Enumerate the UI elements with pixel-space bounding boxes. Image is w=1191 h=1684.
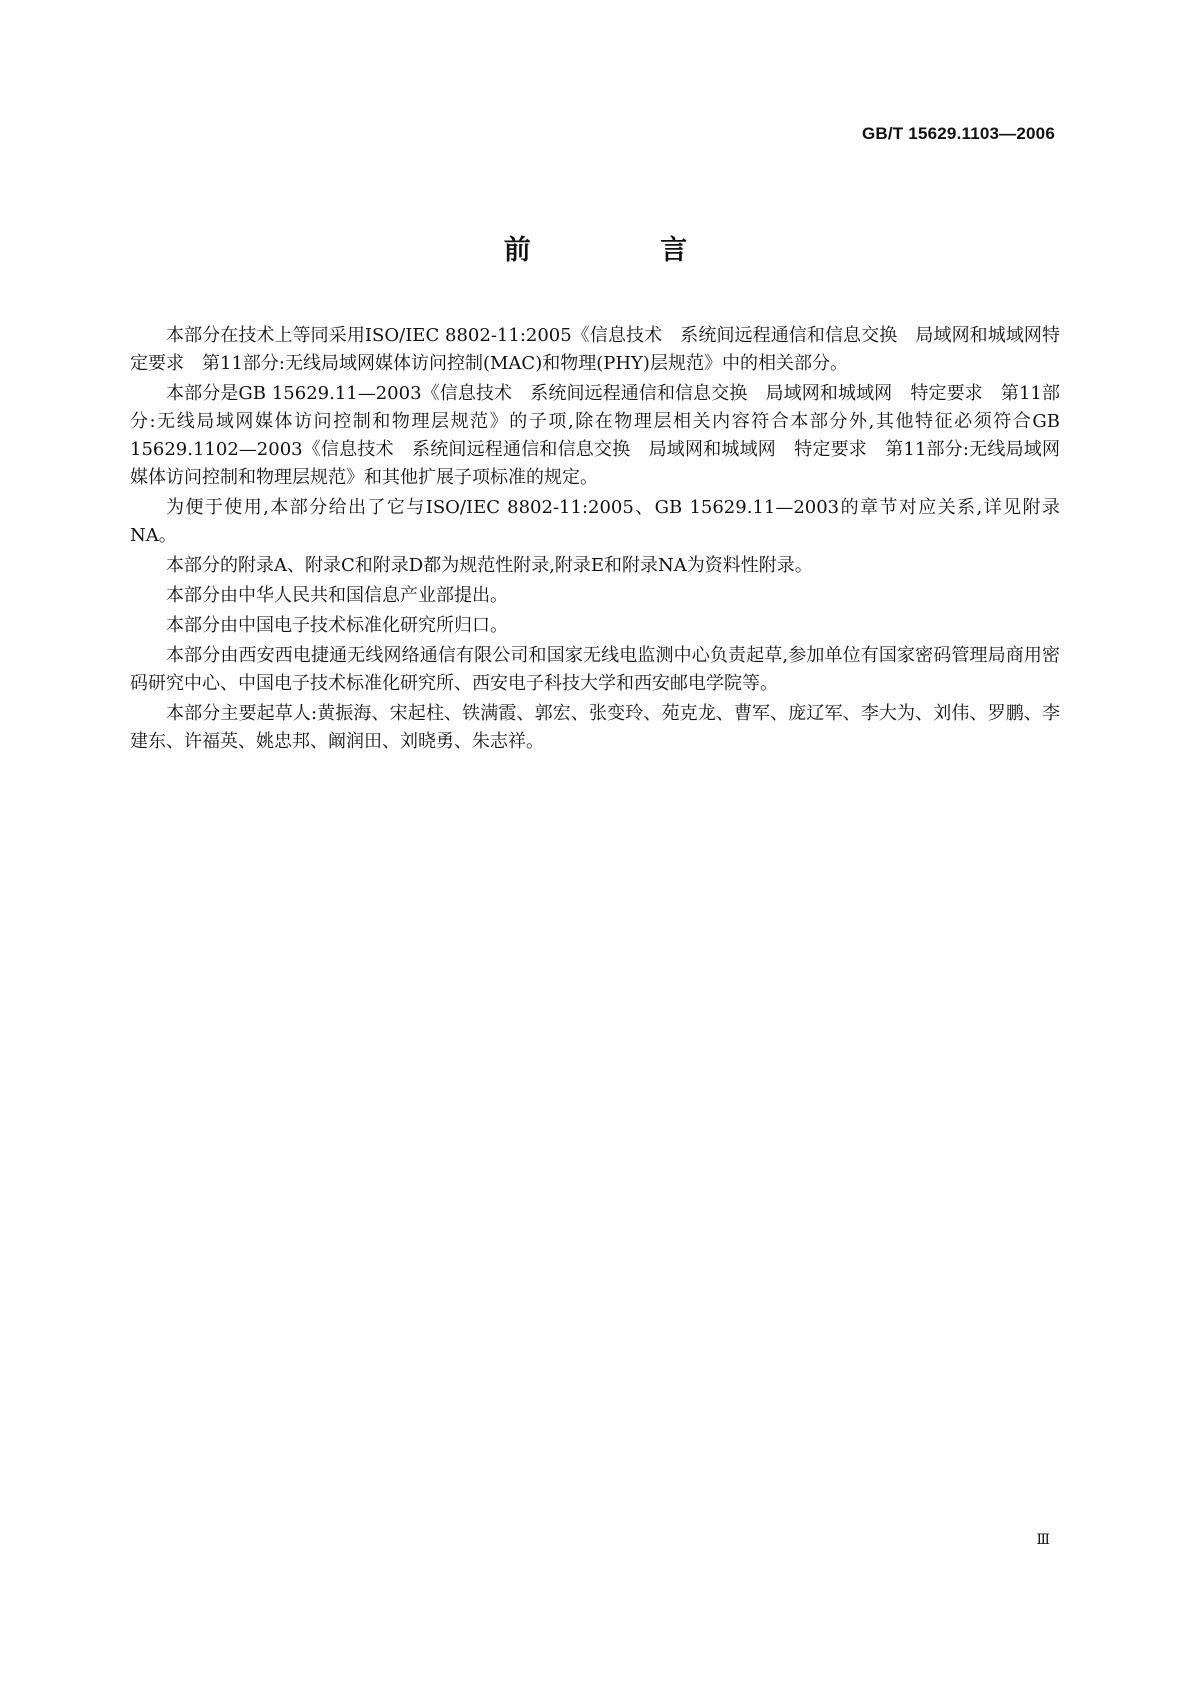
paragraph-annexes: 本部分的附录A、附录C和附录D都为规范性附录,附录E和附录NA为资料性附录。	[166, 555, 813, 576]
paragraph-administrator: 本部分由中国电子技术标准化研究所归口。	[166, 615, 508, 636]
page-number: Ⅲ	[1036, 1532, 1051, 1548]
paragraph-drafters: 本部分主要起草人:黄振海、宋起柱、铁满霞、郭宏、张变玲、苑克龙、曹军、庞辽军、李大为、刘伟、罗鹏、李建东、许福英、姚忠邦、阚润田、刘晓勇、朱志祥。	[130, 703, 1060, 752]
preface-body	[130, 322, 1060, 758]
standard-code: GB/T 15629.1103—2006	[861, 124, 1055, 143]
page-title: 前 言	[503, 235, 748, 266]
paragraph-proposer: 本部分由中华人民共和国信息产业部提出。	[166, 585, 508, 606]
paragraph-drafting-units: 本部分由西安西电捷通无线网络通信有限公司和国家无线电监测中心负责起草,参加单位有国家密码管理局商用密码研究中心、中国电子技术标准化研究所、西安电子科技大学和西安邮电学院等。	[130, 645, 1060, 694]
paragraph-relation: 本部分是GB 15629.11—2003《信息技术 系统间远程通信和信息交换 局域网和城域网 特定要求 第11部分:无线局域网媒体访问控制和物理层规范》的子项,除在物理层相关内容符合本部分外,其他特征必须符合GB 15629.1102—2003《信息技术 系统间远程通信和信息交换 局域网和城域网 特定要求 第11部分:无线局域网媒体访问控制和物理层规范》和其他扩展子项标准的规定。	[130, 383, 1060, 488]
paragraph-correspondence: 为便于使用,本部分给出了它与ISO/IEC 8802-11:2005、GB 15629.11—2003的章节对应关系,详见附录NA。	[130, 497, 1060, 546]
paragraph-adoption: 本部分在技术上等同采用ISO/IEC 8802-11:2005《信息技术 系统间远程通信和信息交换 局域网和城域网特定要求 第11部分:无线局域网媒体访问控制(MAC)和物理(PHY)层规范》中的相关部分。	[130, 325, 1060, 374]
